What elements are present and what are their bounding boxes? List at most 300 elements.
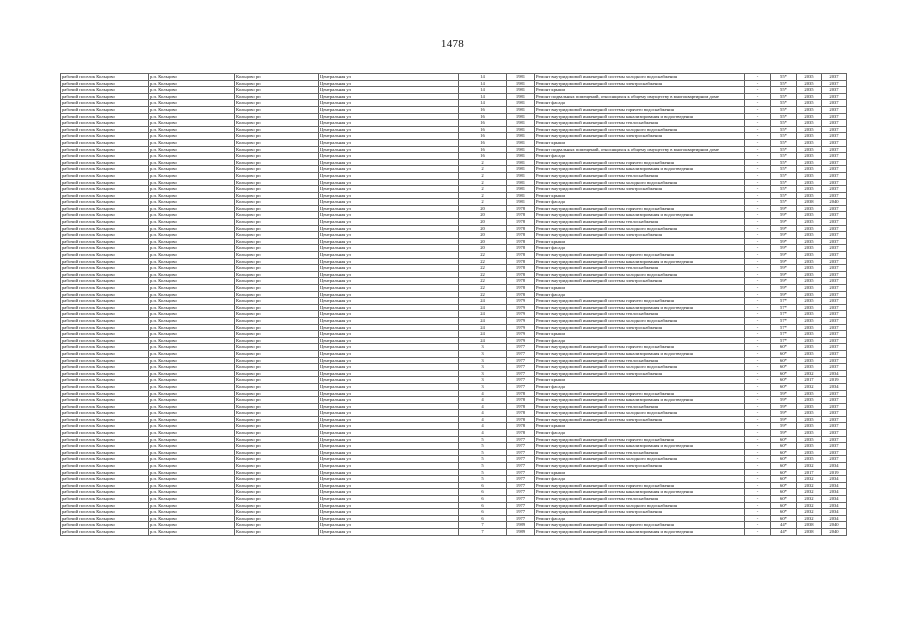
table-row: [61, 423, 847, 430]
locality-cell: р.п. Кольцово: [149, 350, 235, 357]
table-row: [61, 324, 847, 331]
start-year-cell: 2035: [797, 93, 822, 100]
build-year-cell: 1981: [507, 126, 535, 133]
settlement-cell: Кольцово рп: [235, 410, 319, 417]
wear-percent-cell: 59*: [771, 291, 797, 298]
municipality-cell: рабочий поселок Кольцово: [61, 463, 149, 470]
street-cell: Центральная ул: [319, 120, 459, 127]
end-year-cell: 2037: [822, 166, 847, 173]
start-year-cell: 2035: [797, 186, 822, 193]
municipality-cell: рабочий поселок Кольцово: [61, 179, 149, 186]
street-cell: Центральная ул: [319, 383, 459, 390]
settlement-cell: Кольцово рп: [235, 159, 319, 166]
dash-cell: -: [745, 126, 771, 133]
wear-percent-cell: 59*: [771, 265, 797, 272]
house-number-cell: 24: [459, 298, 507, 305]
wear-percent-cell: 59*: [771, 403, 797, 410]
work-type-cell: Ремонт крыши: [535, 423, 745, 430]
settlement-cell: Кольцово рп: [235, 509, 319, 516]
settlement-cell: Кольцово рп: [235, 370, 319, 377]
work-type-cell: Ремонт фасада: [535, 199, 745, 206]
build-year-cell: 1978: [507, 212, 535, 219]
settlement-cell: Кольцово рп: [235, 238, 319, 245]
wear-percent-cell: 59*: [771, 410, 797, 417]
build-year-cell: 1978: [507, 403, 535, 410]
street-cell: Центральная ул: [319, 364, 459, 371]
dash-cell: -: [745, 159, 771, 166]
dash-cell: -: [745, 515, 771, 522]
municipality-cell: рабочий поселок Кольцово: [61, 100, 149, 107]
start-year-cell: 2035: [797, 344, 822, 351]
house-number-cell: 14: [459, 87, 507, 94]
locality-cell: р.п. Кольцово: [149, 469, 235, 476]
table-row: [61, 370, 847, 377]
locality-cell: р.п. Кольцово: [149, 139, 235, 146]
build-year-cell: 1989: [507, 528, 535, 535]
end-year-cell: 2037: [822, 192, 847, 199]
settlement-cell: Кольцово рп: [235, 496, 319, 503]
house-number-cell: 22: [459, 258, 507, 265]
settlement-cell: Кольцово рп: [235, 100, 319, 107]
house-number-cell: 5: [459, 436, 507, 443]
locality-cell: р.п. Кольцово: [149, 311, 235, 318]
work-type-cell: Ремонт внутридомовой инженерной системы канализирования и водоотведения: [535, 166, 745, 173]
work-type-cell: Ремонт внутридомовой инженерной системы теплоснабжения: [535, 449, 745, 456]
end-year-cell: 2037: [822, 436, 847, 443]
municipality-cell: рабочий поселок Кольцово: [61, 106, 149, 113]
settlement-cell: Кольцово рп: [235, 311, 319, 318]
end-year-cell: 2034: [822, 489, 847, 496]
settlement-cell: Кольцово рп: [235, 139, 319, 146]
wear-percent-cell: 60*: [771, 463, 797, 470]
table-row: [61, 238, 847, 245]
wear-percent-cell: 57*: [771, 304, 797, 311]
work-type-cell: Ремонт крыши: [535, 139, 745, 146]
settlement-cell: Кольцово рп: [235, 271, 319, 278]
end-year-cell: 2037: [822, 146, 847, 153]
street-cell: Центральная ул: [319, 87, 459, 94]
settlement-cell: Кольцово рп: [235, 436, 319, 443]
table-row: [61, 139, 847, 146]
municipality-cell: рабочий поселок Кольцово: [61, 528, 149, 535]
work-type-cell: Ремонт внутридомовой инженерной системы холодного водоснабжения: [535, 74, 745, 81]
settlement-cell: Кольцово рп: [235, 397, 319, 404]
street-cell: Центральная ул: [319, 344, 459, 351]
work-type-cell: Ремонт крыши: [535, 238, 745, 245]
wear-percent-cell: 59*: [771, 232, 797, 239]
table-row: [61, 416, 847, 423]
wear-percent-cell: 55*: [771, 126, 797, 133]
wear-percent-cell: 55*: [771, 74, 797, 81]
settlement-cell: Кольцово рп: [235, 113, 319, 120]
table-row: [61, 278, 847, 285]
locality-cell: р.п. Кольцово: [149, 463, 235, 470]
work-type-cell: Ремонт внутридомовой инженерной системы электроснабжения: [535, 509, 745, 516]
table-row: [61, 271, 847, 278]
municipality-cell: рабочий поселок Кольцово: [61, 278, 149, 285]
municipality-cell: рабочий поселок Кольцово: [61, 522, 149, 529]
settlement-cell: Кольцово рп: [235, 463, 319, 470]
end-year-cell: 2037: [822, 106, 847, 113]
street-cell: Центральная ул: [319, 258, 459, 265]
table-row: [61, 186, 847, 193]
work-type-cell: Ремонт фасада: [535, 430, 745, 437]
start-year-cell: 2035: [797, 324, 822, 331]
locality-cell: р.п. Кольцово: [149, 502, 235, 509]
dash-cell: -: [745, 87, 771, 94]
build-year-cell: 1977: [507, 509, 535, 516]
table-row: [61, 522, 847, 529]
locality-cell: р.п. Кольцово: [149, 436, 235, 443]
table-row: [61, 285, 847, 292]
start-year-cell: 2017: [797, 469, 822, 476]
end-year-cell: 2037: [822, 225, 847, 232]
municipality-cell: рабочий поселок Кольцово: [61, 265, 149, 272]
settlement-cell: Кольцово рп: [235, 153, 319, 160]
wear-percent-cell: 59*: [771, 390, 797, 397]
wear-percent-cell: 55*: [771, 146, 797, 153]
dash-cell: -: [745, 522, 771, 529]
end-year-cell: 2037: [822, 153, 847, 160]
street-cell: Центральная ул: [319, 133, 459, 140]
locality-cell: р.п. Кольцово: [149, 357, 235, 364]
street-cell: Центральная ул: [319, 337, 459, 344]
street-cell: Центральная ул: [319, 245, 459, 252]
dash-cell: -: [745, 416, 771, 423]
house-number-cell: 5: [459, 456, 507, 463]
work-type-cell: Ремонт внутридомовой инженерной системы горячего водоснабжения: [535, 344, 745, 351]
locality-cell: р.п. Кольцово: [149, 278, 235, 285]
dash-cell: -: [745, 153, 771, 160]
municipality-cell: рабочий поселок Кольцово: [61, 397, 149, 404]
locality-cell: р.п. Кольцово: [149, 179, 235, 186]
wear-percent-cell: 57*: [771, 324, 797, 331]
table-row: [61, 509, 847, 516]
municipality-cell: рабочий поселок Кольцово: [61, 298, 149, 305]
municipality-cell: рабочий поселок Кольцово: [61, 238, 149, 245]
settlement-cell: Кольцово рп: [235, 126, 319, 133]
work-type-cell: Ремонт внутридомовой инженерной системы канализирования и водоотведения: [535, 397, 745, 404]
municipality-cell: рабочий поселок Кольцово: [61, 515, 149, 522]
work-type-cell: Ремонт внутридомовой инженерной системы холодного водоснабжения: [535, 502, 745, 509]
dash-cell: -: [745, 423, 771, 430]
dash-cell: -: [745, 331, 771, 338]
build-year-cell: 1977: [507, 515, 535, 522]
start-year-cell: 2035: [797, 120, 822, 127]
build-year-cell: 1977: [507, 496, 535, 503]
house-number-cell: 14: [459, 80, 507, 87]
street-cell: Центральная ул: [319, 106, 459, 113]
house-number-cell: 16: [459, 146, 507, 153]
table-row: [61, 403, 847, 410]
end-year-cell: 2034: [822, 515, 847, 522]
end-year-cell: 2037: [822, 311, 847, 318]
dash-cell: -: [745, 265, 771, 272]
start-year-cell: 2035: [797, 80, 822, 87]
locality-cell: р.п. Кольцово: [149, 265, 235, 272]
locality-cell: р.п. Кольцово: [149, 271, 235, 278]
municipality-cell: рабочий поселок Кольцово: [61, 502, 149, 509]
settlement-cell: Кольцово рп: [235, 232, 319, 239]
work-type-cell: Ремонт внутридомовой инженерной системы теплоснабжения: [535, 311, 745, 318]
build-year-cell: 1977: [507, 502, 535, 509]
dash-cell: -: [745, 337, 771, 344]
start-year-cell: 2035: [797, 331, 822, 338]
start-year-cell: 2035: [797, 146, 822, 153]
table-row: [61, 126, 847, 133]
street-cell: Центральная ул: [319, 350, 459, 357]
locality-cell: р.п. Кольцово: [149, 324, 235, 331]
house-number-cell: 6: [459, 482, 507, 489]
street-cell: Центральная ул: [319, 449, 459, 456]
wear-percent-cell: 55*: [771, 133, 797, 140]
end-year-cell: 2037: [822, 179, 847, 186]
start-year-cell: 2035: [797, 192, 822, 199]
settlement-cell: Кольцово рп: [235, 403, 319, 410]
end-year-cell: 2037: [822, 205, 847, 212]
end-year-cell: 2037: [822, 87, 847, 94]
settlement-cell: Кольцово рп: [235, 528, 319, 535]
table-row: [61, 311, 847, 318]
settlement-cell: Кольцово рп: [235, 80, 319, 87]
house-number-cell: 7: [459, 522, 507, 529]
house-number-cell: 3: [459, 364, 507, 371]
wear-percent-cell: 55*: [771, 106, 797, 113]
end-year-cell: 2037: [822, 245, 847, 252]
work-type-cell: Ремонт внутридомовой инженерной системы канализирования и водоотведения: [535, 528, 745, 535]
end-year-cell: 2037: [822, 416, 847, 423]
locality-cell: р.п. Кольцово: [149, 364, 235, 371]
locality-cell: р.п. Кольцово: [149, 515, 235, 522]
table-row: [61, 528, 847, 535]
work-type-cell: Ремонт внутридомовой инженерной системы теплоснабжения: [535, 120, 745, 127]
municipality-cell: рабочий поселок Кольцово: [61, 153, 149, 160]
build-year-cell: 1981: [507, 100, 535, 107]
wear-percent-cell: 55*: [771, 139, 797, 146]
start-year-cell: 2035: [797, 113, 822, 120]
dash-cell: -: [745, 74, 771, 81]
locality-cell: р.п. Кольцово: [149, 476, 235, 483]
street-cell: Центральная ул: [319, 463, 459, 470]
start-year-cell: 2035: [797, 159, 822, 166]
locality-cell: р.п. Кольцово: [149, 199, 235, 206]
table-row: [61, 159, 847, 166]
dash-cell: -: [745, 192, 771, 199]
street-cell: Центральная ул: [319, 416, 459, 423]
locality-cell: р.п. Кольцово: [149, 496, 235, 503]
locality-cell: р.п. Кольцово: [149, 186, 235, 193]
locality-cell: р.п. Кольцово: [149, 126, 235, 133]
locality-cell: р.п. Кольцово: [149, 113, 235, 120]
locality-cell: р.п. Кольцово: [149, 482, 235, 489]
settlement-cell: Кольцово рп: [235, 146, 319, 153]
settlement-cell: Кольцово рп: [235, 377, 319, 384]
start-year-cell: 2035: [797, 456, 822, 463]
end-year-cell: 2037: [822, 410, 847, 417]
municipality-cell: рабочий поселок Кольцово: [61, 469, 149, 476]
table-row: [61, 106, 847, 113]
house-number-cell: 3: [459, 383, 507, 390]
locality-cell: р.п. Кольцово: [149, 100, 235, 107]
settlement-cell: Кольцово рп: [235, 172, 319, 179]
build-year-cell: 1978: [507, 265, 535, 272]
municipality-cell: рабочий поселок Кольцово: [61, 212, 149, 219]
wear-percent-cell: 60*: [771, 469, 797, 476]
start-year-cell: 2035: [797, 74, 822, 81]
dash-cell: -: [745, 364, 771, 371]
wear-percent-cell: 60*: [771, 370, 797, 377]
house-number-cell: 2: [459, 166, 507, 173]
settlement-cell: Кольцово рп: [235, 93, 319, 100]
work-type-cell: Ремонт внутридомовой инженерной системы холодного водоснабжения: [535, 410, 745, 417]
wear-percent-cell: 44*: [771, 528, 797, 535]
street-cell: Центральная ул: [319, 423, 459, 430]
dash-cell: -: [745, 278, 771, 285]
work-type-cell: Ремонт подвальных помещений, относящихся к общему имуществу в многоквартирном доме: [535, 146, 745, 153]
build-year-cell: 1978: [507, 225, 535, 232]
build-year-cell: 1978: [507, 397, 535, 404]
locality-cell: р.п. Кольцово: [149, 403, 235, 410]
wear-percent-cell: 60*: [771, 515, 797, 522]
municipality-cell: рабочий поселок Кольцово: [61, 357, 149, 364]
end-year-cell: 2037: [822, 304, 847, 311]
street-cell: Центральная ул: [319, 212, 459, 219]
municipality-cell: рабочий поселок Кольцово: [61, 199, 149, 206]
street-cell: Центральная ул: [319, 502, 459, 509]
street-cell: Центральная ул: [319, 528, 459, 535]
dash-cell: -: [745, 172, 771, 179]
house-number-cell: 20: [459, 219, 507, 226]
build-year-cell: 1981: [507, 186, 535, 193]
end-year-cell: 2034: [822, 463, 847, 470]
table-row: [61, 120, 847, 127]
locality-cell: р.п. Кольцово: [149, 166, 235, 173]
dash-cell: -: [745, 139, 771, 146]
end-year-cell: 2034: [822, 383, 847, 390]
settlement-cell: Кольцово рп: [235, 74, 319, 81]
house-number-cell: 3: [459, 344, 507, 351]
house-number-cell: 16: [459, 126, 507, 133]
settlement-cell: Кольцово рп: [235, 331, 319, 338]
wear-percent-cell: 59*: [771, 271, 797, 278]
page-number: 1478: [440, 38, 465, 50]
work-type-cell: Ремонт внутридомовой инженерной системы горячего водоснабжения: [535, 390, 745, 397]
table-row: [61, 212, 847, 219]
dash-cell: -: [745, 489, 771, 496]
street-cell: Центральная ул: [319, 166, 459, 173]
municipality-cell: рабочий поселок Кольцово: [61, 403, 149, 410]
work-type-cell: Ремонт подвальных помещений, относящихся к общему имуществу в многоквартирном доме: [535, 93, 745, 100]
build-year-cell: 1978: [507, 205, 535, 212]
settlement-cell: Кольцово рп: [235, 87, 319, 94]
table-row: [61, 113, 847, 120]
build-year-cell: 1977: [507, 476, 535, 483]
start-year-cell: 2035: [797, 423, 822, 430]
house-number-cell: 14: [459, 100, 507, 107]
dash-cell: -: [745, 344, 771, 351]
locality-cell: р.п. Кольцово: [149, 146, 235, 153]
work-type-cell: Ремонт крыши: [535, 285, 745, 292]
municipality-cell: рабочий поселок Кольцово: [61, 304, 149, 311]
build-year-cell: 1977: [507, 463, 535, 470]
build-year-cell: 1979: [507, 337, 535, 344]
dash-cell: -: [745, 311, 771, 318]
municipality-cell: рабочий поселок Кольцово: [61, 172, 149, 179]
settlement-cell: Кольцово рп: [235, 423, 319, 430]
house-number-cell: 4: [459, 430, 507, 437]
start-year-cell: 2035: [797, 225, 822, 232]
dash-cell: -: [745, 436, 771, 443]
build-year-cell: 1981: [507, 80, 535, 87]
dash-cell: -: [745, 113, 771, 120]
work-type-cell: Ремонт внутридомовой инженерной системы электроснабжения: [535, 186, 745, 193]
house-number-cell: 2: [459, 199, 507, 206]
locality-cell: р.п. Кольцово: [149, 93, 235, 100]
street-cell: Центральная ул: [319, 357, 459, 364]
start-year-cell: 2035: [797, 238, 822, 245]
locality-cell: р.п. Кольцово: [149, 383, 235, 390]
house-number-cell: 20: [459, 245, 507, 252]
street-cell: Центральная ул: [319, 153, 459, 160]
street-cell: Центральная ул: [319, 291, 459, 298]
settlement-cell: Кольцово рп: [235, 192, 319, 199]
table-row: [61, 80, 847, 87]
locality-cell: р.п. Кольцово: [149, 489, 235, 496]
dash-cell: -: [745, 482, 771, 489]
dash-cell: -: [745, 80, 771, 87]
house-number-cell: 4: [459, 390, 507, 397]
start-year-cell: 2035: [797, 100, 822, 107]
start-year-cell: 2035: [797, 252, 822, 259]
work-type-cell: Ремонт крыши: [535, 377, 745, 384]
street-cell: Центральная ул: [319, 265, 459, 272]
end-year-cell: 2037: [822, 344, 847, 351]
end-year-cell: 2037: [822, 93, 847, 100]
start-year-cell: 2038: [797, 528, 822, 535]
table-row: [61, 245, 847, 252]
end-year-cell: 2034: [822, 496, 847, 503]
end-year-cell: 2037: [822, 430, 847, 437]
table-row: [61, 397, 847, 404]
end-year-cell: 2037: [822, 252, 847, 259]
street-cell: Центральная ул: [319, 298, 459, 305]
build-year-cell: 1981: [507, 159, 535, 166]
start-year-cell: 2035: [797, 87, 822, 94]
wear-percent-cell: 59*: [771, 212, 797, 219]
municipality-cell: рабочий поселок Кольцово: [61, 383, 149, 390]
street-cell: Центральная ул: [319, 80, 459, 87]
municipality-cell: рабочий поселок Кольцово: [61, 219, 149, 226]
locality-cell: р.п. Кольцово: [149, 153, 235, 160]
work-type-cell: Ремонт внутридомовой инженерной системы горячего водоснабжения: [535, 436, 745, 443]
table-row: [61, 463, 847, 470]
wear-percent-cell: 60*: [771, 449, 797, 456]
work-type-cell: Ремонт фасада: [535, 291, 745, 298]
locality-cell: р.п. Кольцово: [149, 159, 235, 166]
work-type-cell: Ремонт внутридомовой инженерной системы теплоснабжения: [535, 172, 745, 179]
settlement-cell: Кольцово рп: [235, 456, 319, 463]
start-year-cell: 2035: [797, 172, 822, 179]
start-year-cell: 2035: [797, 304, 822, 311]
work-type-cell: Ремонт фасада: [535, 337, 745, 344]
street-cell: Центральная ул: [319, 278, 459, 285]
settlement-cell: Кольцово рп: [235, 357, 319, 364]
work-type-cell: Ремонт внутридомовой инженерной системы теплоснабжения: [535, 265, 745, 272]
street-cell: Центральная ул: [319, 205, 459, 212]
house-number-cell: 2: [459, 172, 507, 179]
end-year-cell: 2037: [822, 186, 847, 193]
house-number-cell: 4: [459, 403, 507, 410]
